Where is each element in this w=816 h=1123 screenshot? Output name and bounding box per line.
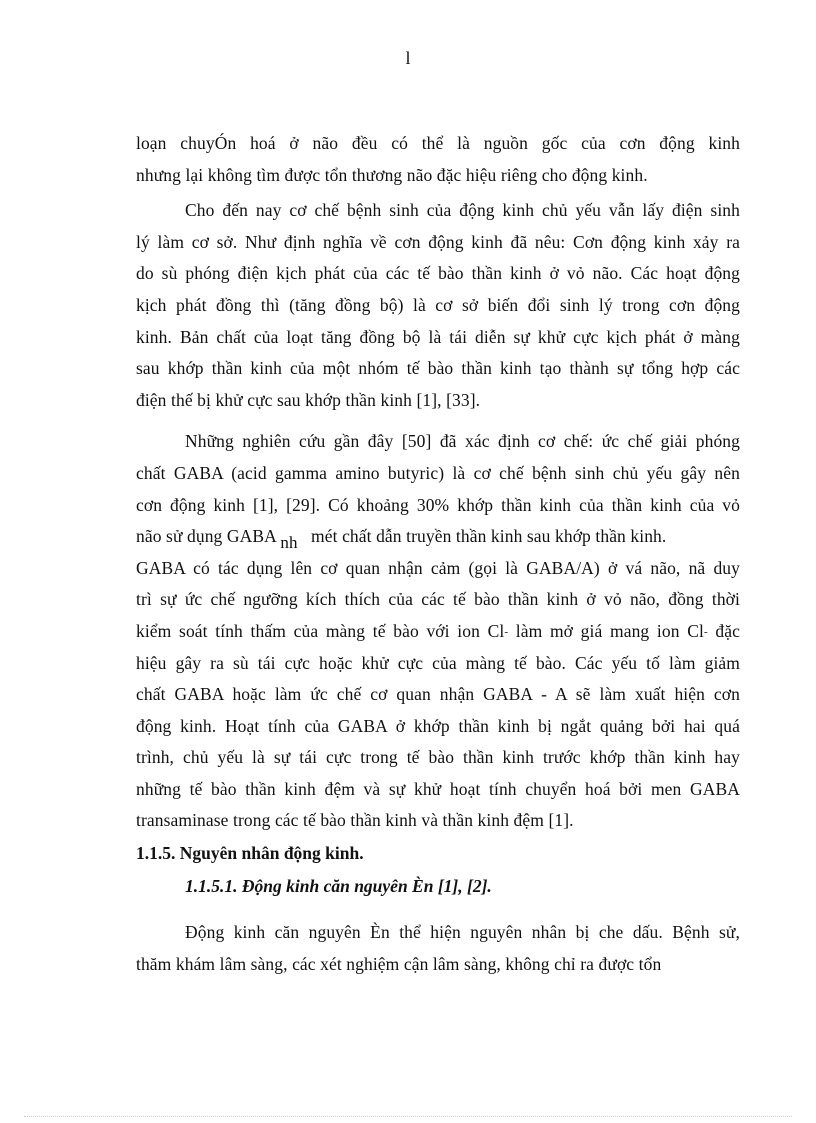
section-heading: 1.1.5. Nguyên nhân động kinh.	[136, 843, 364, 864]
paragraph-line: loạn chuyÓn hoá ở não đều có thể là nguồn gốc của cơn động kinh	[136, 133, 740, 153]
paragraph-line: chất GABA hoặc làm ức chế cơ quan nhận GABA - A sẽ làm xuất hiện cơn	[136, 684, 740, 705]
paragraph-line	[136, 616, 740, 648]
paragraph-line: điện thế bị khử cực sau khớp thần kinh [1], [33].	[136, 389, 481, 410]
superscript-text: -	[504, 625, 509, 638]
text-span: mét chất dẫn truyền thần kinh sau khớp thần kinh.	[311, 526, 667, 547]
subsection-heading: 1.1.5.1. Động kinh căn nguyên Èn [1], [2].	[185, 876, 492, 897]
paragraph-line: hiệu gây ra sù tái cực hoặc khử cực của màng tế bào. Các yếu tố làm giảm	[136, 652, 740, 673]
paragraph-line: lý làm cơ sở. Như định nghĩa về cơn động kinh đã nêu: Cơn động kinh xảy ra	[136, 231, 740, 252]
paragraph-line: nhưng lại không tìm được tổn thương não đặc hiệu riêng cho động kinh.	[136, 164, 648, 185]
paragraph-line: động kinh. Hoạt tính của GABA ở khớp thần kinh bị ngắt quảng bởi hai quá	[136, 715, 740, 736]
text-span: làm mở giá mang ion Cl	[515, 620, 704, 641]
page-number: l	[405, 48, 411, 68]
paragraph-line: thăm khám lâm sàng, các xét nghiệm cận lâm sàng, không chỉ ra được tổn	[136, 953, 662, 974]
paragraph-line: do sù phóng điện kịch phát của các tế bào thần kinh ở vỏ não. Các hoạt động	[136, 263, 740, 284]
page-bottom-divider	[24, 1116, 792, 1117]
paragraph-line: Cho đến nay cơ chế bệnh sinh của động kinh chủ yếu vẫn lấy điện sinh	[185, 200, 740, 221]
document-body	[136, 128, 740, 980]
paragraph-line: kinh. Bản chất của loạt tăng đồng bộ là tái diễn sự khử cực kịch phát ở màng	[136, 326, 740, 347]
paragraph-line: trình, chủ yếu là sự tái cực trong tế bào thần kinh trước khớp thần kinh hay	[136, 747, 740, 768]
subscript-text: nh	[280, 533, 298, 553]
paragraph-line: sau khớp thần kinh của một nhóm tế bào thần kinh tạo thành sự tổng hợp các	[136, 358, 740, 379]
paragraph-line: cơn động kinh [1], [29]. Có khoảng 30% khớp thần kinh của thần kinh của vỏ	[136, 494, 740, 515]
paragraph-line: Những nghiên cứu gần đây [50] đã xác định cơ chế: ức chế giải phóng	[185, 431, 740, 452]
paragraph-line: Động kinh căn nguyên Èn thể hiện nguyên nhân bị che dấu. Bệnh sử,	[185, 922, 740, 943]
text-span: đặc	[715, 620, 740, 641]
paragraph-line: kịch phát đồng thì (tăng đồng bộ) là cơ sở biến đổi sinh lý trong cơn động	[136, 294, 740, 315]
paragraph-line: trì sự ức chế ngưỡng kích thích của các tế bào thần kinh ở vỏ não, đồng thời	[136, 589, 740, 610]
superscript-text: -	[703, 625, 708, 638]
paragraph-line: những tế bào thần kinh đệm và sự khử hoạt tính chuyển hoá bởi men GABA	[136, 778, 740, 799]
text-span: kiểm soát tính thấm của màng tế bào với ion Cl	[136, 620, 505, 641]
paragraph-line	[136, 521, 740, 553]
paragraph-line: chất GABA (acid gamma amino butyric) là cơ chế bệnh sinh chủ yếu gây nên	[136, 462, 740, 483]
paragraph-line: transaminase trong các tế bào thần kinh và thần kinh đệm [1].	[136, 810, 574, 831]
paragraph-line: GABA có tác dụng lên cơ quan nhận cảm (gọi là GABA/A) ở vá não, nã duy	[136, 557, 740, 578]
text-span: não sử dụng GABA	[136, 526, 276, 547]
